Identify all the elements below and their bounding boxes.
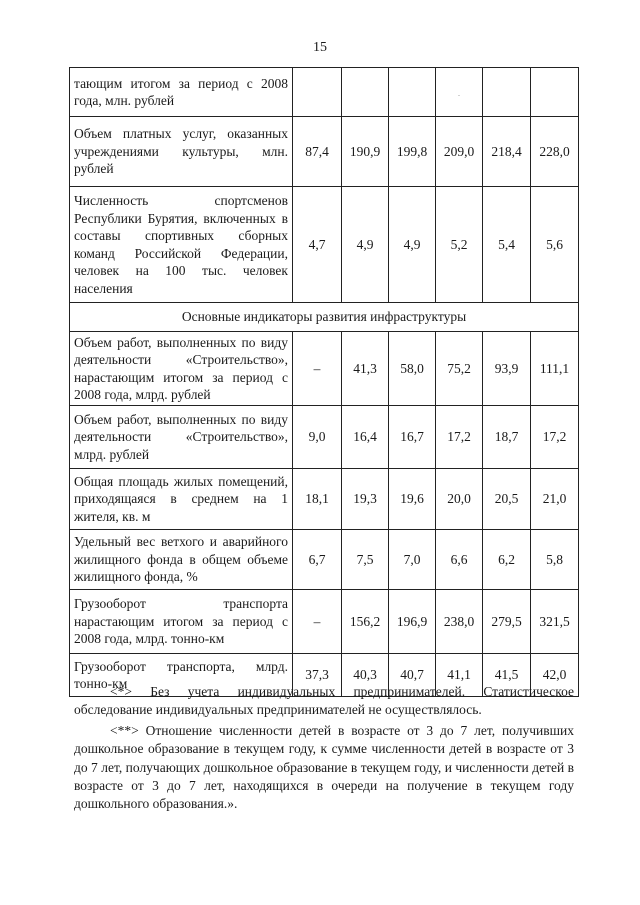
value-cell: 7,5 — [342, 530, 389, 590]
cell-mark: . — [458, 92, 460, 98]
footnotes — [74, 683, 574, 814]
table-cell — [483, 68, 531, 117]
row-label: Удельный вес ветхого и аварийного жилищного фонда в общем объеме жилищного фонда, % — [70, 530, 293, 590]
value-cell: 6,2 — [483, 530, 531, 590]
value-cell: 41,3 — [342, 332, 389, 406]
row-label: Грузооборот транспорта нарастающим итогом за период с 2008 года, млрд. тонно-км — [70, 590, 293, 654]
value-cell: – — [293, 332, 342, 406]
row-label: Объем платных услуг, оказанных учреждениями культуры, млн. рублей — [70, 117, 293, 187]
row-label: Численность спортсменов Республики Бурятия, включенных в составы спортивных сборных команд Российской Федерации, человек на 100 тыс. человек населения — [70, 187, 293, 303]
table-row — [70, 187, 579, 303]
row-label: Общая площадь жилых помещений, приходящаяся в среднем на 1 жителя, кв. м — [70, 469, 293, 530]
table-cell — [342, 68, 389, 117]
table-cell — [436, 68, 483, 117]
footnote-2: <**> Отношение численности детей в возрасте от 3 до 7 лет, получивших дошкольное образование в текущем году, к сумме численности детей в возрасте от 3 до 7 лет, получающих дошкольное образование в текущем году, и численности детей в возрасте от 3 до 7 лет, находящихся в очереди на получение в текущем году дошкольного образования.». — [74, 722, 574, 812]
value-cell: 58,0 — [389, 332, 436, 406]
page-number: 15 — [313, 40, 327, 55]
value-cell: 321,5 — [531, 590, 579, 654]
value-cell: 5,8 — [531, 530, 579, 590]
value-cell: 16,4 — [342, 406, 389, 469]
value-cell: 7,0 — [389, 530, 436, 590]
section-title: Основные индикаторы развития инфраструктуры — [70, 303, 579, 332]
value-cell: 5,4 — [483, 187, 531, 303]
footnote-1: <*> Без учета индивидуальных предпринимателей. Статистическое обследование индивидуальных предпринимателей не осуществлялось. — [74, 684, 574, 718]
value-cell: 17,2 — [436, 406, 483, 469]
row-label: Объем работ, выполненных по виду деятельности «Строительство», нарастающим итогом за период с 2008 года, млрд. рублей — [70, 332, 293, 406]
value-cell: 190,9 — [342, 117, 389, 187]
value-cell: 209,0 — [436, 117, 483, 187]
value-cell: 16,7 — [389, 406, 436, 469]
table-cell — [293, 68, 342, 117]
indicators-table — [69, 67, 579, 697]
value-cell: 5,2 — [436, 187, 483, 303]
value-cell: 6,7 — [293, 530, 342, 590]
table-row — [70, 406, 579, 469]
value-cell: 20,5 — [483, 469, 531, 530]
value-cell: – — [293, 590, 342, 654]
value-cell: 4,9 — [389, 187, 436, 303]
value-cell: 37,3 — [293, 654, 342, 697]
value-cell: 18,7 — [483, 406, 531, 469]
value-cell: 18,1 — [293, 469, 342, 530]
value-cell: 6,6 — [436, 530, 483, 590]
value-cell: 238,0 — [436, 590, 483, 654]
value-cell: 40,3 — [342, 654, 389, 697]
value-cell: 111,1 — [531, 332, 579, 406]
value-cell: 218,4 — [483, 117, 531, 187]
table-cell — [389, 68, 436, 117]
value-cell: 20,0 — [436, 469, 483, 530]
table-row — [70, 530, 579, 590]
value-cell: 40,7 — [389, 654, 436, 697]
value-cell: 17,2 — [531, 406, 579, 469]
value-cell: 156,2 — [342, 590, 389, 654]
value-cell: 93,9 — [483, 332, 531, 406]
row-label: Грузооборот транспорта, млрд. тонно-км — [70, 654, 293, 697]
value-cell: 75,2 — [436, 332, 483, 406]
row-label: Объем работ, выполненных по виду деятельности «Строительство», млрд. рублей — [70, 406, 293, 469]
value-cell: 19,3 — [342, 469, 389, 530]
value-cell: 228,0 — [531, 117, 579, 187]
value-cell: 19,6 — [389, 469, 436, 530]
table-row — [70, 117, 579, 187]
table-cell — [531, 68, 579, 117]
value-cell: 42,0 — [531, 654, 579, 697]
value-cell: 279,5 — [483, 590, 531, 654]
table-row-continuation — [70, 68, 579, 117]
value-cell: 9,0 — [293, 406, 342, 469]
table-row — [70, 332, 579, 406]
value-cell: 41,5 — [483, 654, 531, 697]
value-cell: 41,1 — [436, 654, 483, 697]
table-row — [70, 590, 579, 654]
value-cell: 4,7 — [293, 187, 342, 303]
value-cell: 21,0 — [531, 469, 579, 530]
value-cell: 5,6 — [531, 187, 579, 303]
row-label: тающим итогом за период с 2008 года, млн. рублей — [70, 68, 293, 117]
section-header-row — [70, 303, 579, 332]
value-cell: 199,8 — [389, 117, 436, 187]
value-cell: 4,9 — [342, 187, 389, 303]
value-cell: 87,4 — [293, 117, 342, 187]
value-cell: 196,9 — [389, 590, 436, 654]
table-row — [70, 469, 579, 530]
